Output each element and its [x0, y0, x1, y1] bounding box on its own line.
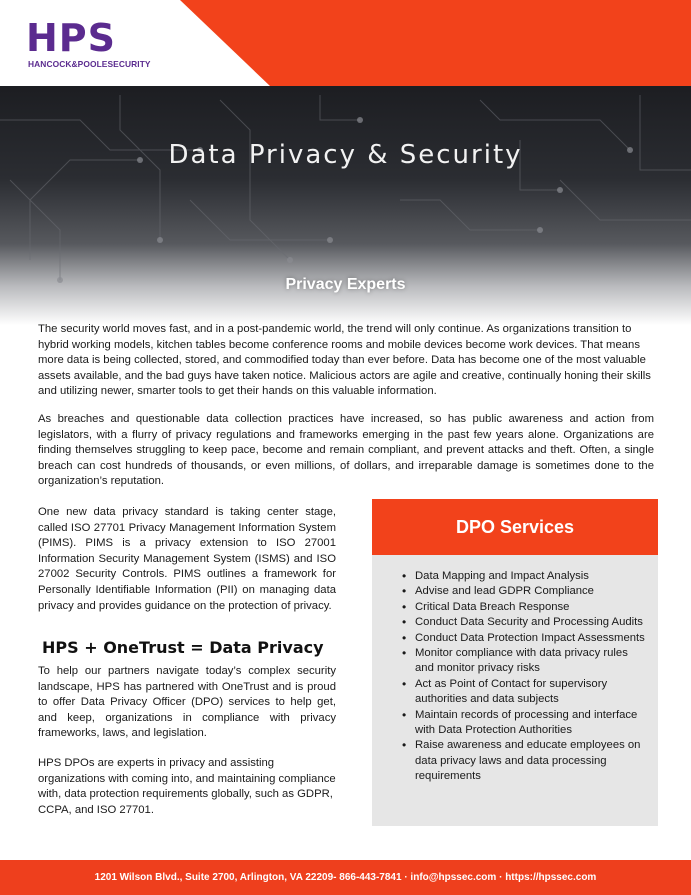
- onetrust-heading: HPS + OneTrust = Data Privacy: [42, 638, 324, 657]
- list-item: • Maintain records of processing and interface with Data Protection Authorities: [402, 708, 648, 739]
- list-item: • Data Mapping and Impact Analysis: [402, 569, 648, 584]
- list-item: • Raise awareness and educate employees on data privacy laws and data processing requirements: [402, 738, 648, 784]
- pims-paragraph: One new data privacy standard is taking center stage, called ISO 27701 Privacy Management Information System (PIMS). PIMS is a privacy extension to ISO 27001 Information Security Management System (ISMS) and ISO 27002 Security Controls. PIMS outlines a framework for Personally Identifiable Information (PII) on managing data privacy and provides guidance on the protection of privacy.: [38, 506, 336, 612]
- logo-company-name: HANCOCK&POOLESECURITY: [28, 59, 151, 69]
- list-item: • Monitor compliance with data privacy rules and monitor privacy risks: [402, 646, 648, 677]
- dpo-services-heading: DPO Services: [372, 499, 658, 555]
- intro-paragraph-1: The security world moves fast, and in a post-pandemic world, the trend will only continue. As organizations transition to hybrid working models, kitchen tables become conference rooms and mobile devices become work devices. That means more data is being collected, stored, and commodified today than ever before. Data has become one of the most valuable assets available, and the bad guys have taken notice. Malicious actors are agile and creative, continually honing their skills and utilizing newer, smarter tools to get their hands on this valuable information.: [38, 323, 651, 398]
- page-title: Data Privacy & Security: [168, 140, 523, 170]
- list-item: • Act as Point of Contact for supervisory authorities and data subjects: [402, 677, 648, 708]
- hps-logo: [14, 8, 164, 70]
- list-item: • Conduct Data Security and Processing Audits: [402, 615, 648, 630]
- list-item: • Conduct Data Protection Impact Assessments: [402, 631, 648, 646]
- header-banner: [0, 0, 691, 325]
- intro-paragraph-2: As breaches and questionable data collection practices have increased, so has public awareness and action from legislators, with a flurry of privacy regulations and frameworks emerging in the past few years alone. Organizations are finding themselves struggling to keep pace, become and remain compliant, and prevent attacks and theft. Often, a single breach can cost hundreds of thousands, or even millions, of dollars, and irreparable damage is sometimes done to the organization’s reputation.: [38, 413, 654, 488]
- dpo-services-list: [402, 569, 648, 785]
- logo-mark: HPS: [26, 16, 117, 60]
- dpo-services-box: [372, 499, 658, 826]
- partner-paragraph: To help our partners navigate today’s complex security landscape, HPS has partnered with OneTrust and is proud to offer Data Privacy Officer (DPO) services to help get, and keep, organizations in compliance with privacy frameworks, laws, and legislation.: [38, 665, 336, 740]
- footer-contact: 1201 Wilson Blvd., Suite 2700, Arlington, VA 22209- 866-443-7841 · info@hpssec.com · https://hpssec.com: [0, 860, 691, 895]
- dpo-expert-paragraph: HPS DPOs are experts in privacy and assisting organizations with coming into, and maintaining compliance with, data protection requirements globally, such as GDPR, CCPA, and ISO 27701.: [38, 757, 336, 816]
- list-item: • Critical Data Breach Response: [402, 600, 648, 615]
- list-item: • Advise and lead GDPR Compliance: [402, 584, 648, 599]
- page-subtitle: Privacy Experts: [285, 276, 406, 293]
